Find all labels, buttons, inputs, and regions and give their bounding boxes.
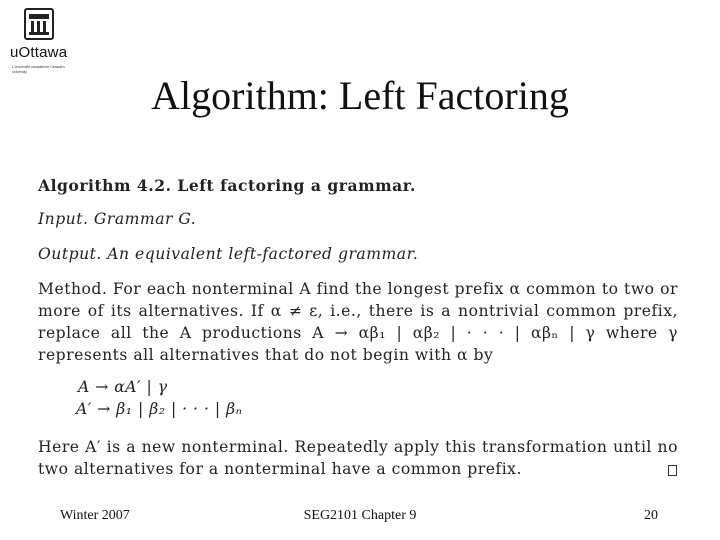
end-of-algorithm-mark [668,465,677,476]
method-line: more of its alternatives. If α ≠ ε, i.e., there is a nontrivial common prefix, [38,302,678,320]
slide-title: Algorithm: Left Factoring [151,73,569,118]
logo-subtitle: L'Université canadienne Canada's university [12,65,65,74]
algorithm-input: Input. Grammar G. [38,210,197,228]
closing-line: Here A′ is a new nonterminal. Repeatedly apply this transformation until no [38,438,678,456]
university-building-icon [24,8,54,40]
production-rule: A → αA′ | γ [78,378,168,396]
uottawa-logo [8,8,68,78]
footer-course: SEG2101 Chapter 9 [303,508,417,523]
logo-wordmark: uOttawa [10,44,68,61]
algorithm-heading: Algorithm 4.2. Left factoring a grammar. [38,176,416,195]
method-line: represents all alternatives that do not begin with α by [38,346,494,364]
footer-page-number: 20 [644,508,658,523]
closing-line: two alternatives for a nonterminal have a common prefix. [38,460,522,478]
production-rule: A′ → β₁ | β₂ | · · · | βₙ [76,400,243,418]
method-line: Method. For each nonterminal A find the longest prefix α common to two or [38,280,678,298]
algorithm-output: Output. An equivalent left-factored grammar. [38,245,419,263]
method-line: replace all the A productions A → αβ₁ | αβ₂ | · · · | αβₙ | γ where γ [38,324,678,342]
footer-date: Winter 2007 [60,508,130,523]
